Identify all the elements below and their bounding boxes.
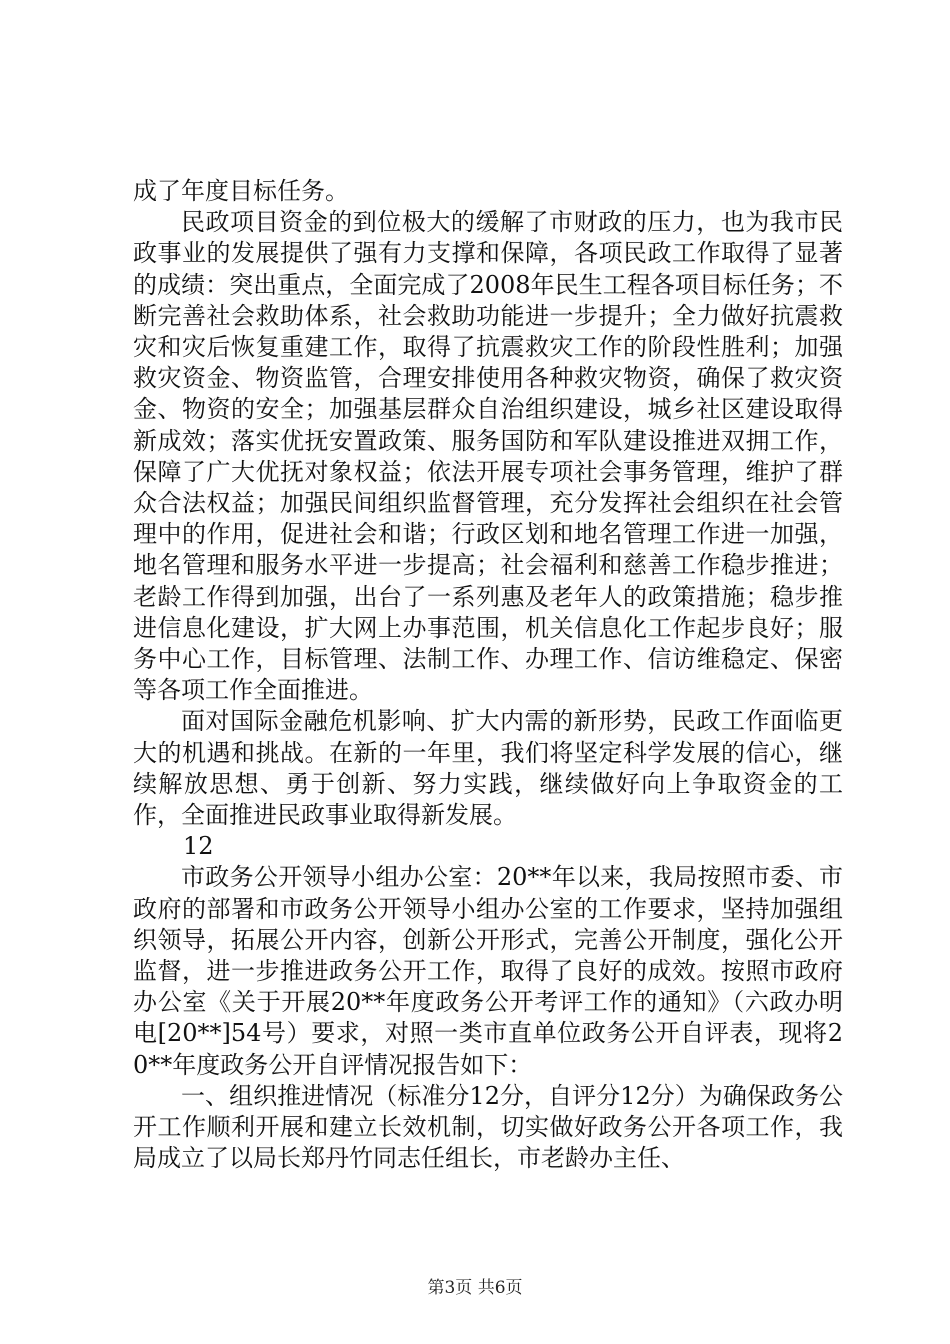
document-body (133, 176, 843, 1175)
section-number: 12 (183, 832, 214, 861)
paragraph-continuation: 成了年度目标任务。 (133, 177, 349, 205)
paragraph-organization: 一、组织推进情况（标准分12分，自评分12分）为确保政务公开工作顺利开展和建立长效机制，切实做好政务公开各项工作，我局成立了以局长郑丹竹同志任组长，市老龄办主任、 (133, 1081, 843, 1173)
paragraph-report-intro: 市政务公开领导小组办公室：20**年以来，我局按照市委、市政府的部署和市政务公开领导小组办公室的工作要求，坚持加强组织领导，拓展公开内容，创新公开形式，完善公开制度，强化公开监督，进一步推进政务公开工作，取得了良好的成效。按照市政府办公室《关于开展20**年度政务公开考评工作的通知》（六政办明电[20**]54号）要求，对照一类市直单位政务公开自评表，现将20**年度政务公开自评情况报告如下： (133, 863, 843, 1079)
page-footer: 第3页 共6页 (427, 1278, 523, 1298)
paragraph-outlook: 面对国际金融危机影响、扩大内需的新形势，民政工作面临更大的机遇和挑战。在新的一年里，我们将坚定科学发展的信心，继续解放思想、勇于创新、努力实践，继续做好向上争取资金的工作，全面推进民政事业取得新发展。 (133, 707, 843, 830)
paragraph-funding-results: 民政项目资金的到位极大的缓解了市财政的压力，也为我市民政事业的发展提供了强有力支撑和保障，各项民政工作取得了显著的成绩：突出重点，全面完成了2008年民生工程各项目标任务；不断完善社会救助体系，社会救助功能进一步提升；全力做好抗震救灾和灾后恢复重建工作，取得了抗震救灾工作的阶段性胜利；加强救灾资金、物资监管，合理安排使用各种救灾物资，确保了救灾资金、物资的安全；加强基层群众自治组织建设，城乡社区建设取得新成效；落实优抚安置政策、服务国防和军队建设推进双拥工作，保障了广大优抚对象权益；依法开展专项社会事务管理，维护了群众合法权益；加强民间组织监督管理，充分发挥社会组织在社会管理中的作用，促进社会和谐；行政区划和地名管理工作进一加强，地名管理和服务水平进一步提高；社会福利和慈善工作稳步推进；老龄工作得到加强，出台了一系列惠及老年人的政策措施；稳步推进信息化建设，扩大网上办事范围，机关信息化工作起步良好；服务中心工作，目标管理、法制工作、办理工作、信访维稳定、保密等各项工作全面推进。 (133, 208, 843, 705)
